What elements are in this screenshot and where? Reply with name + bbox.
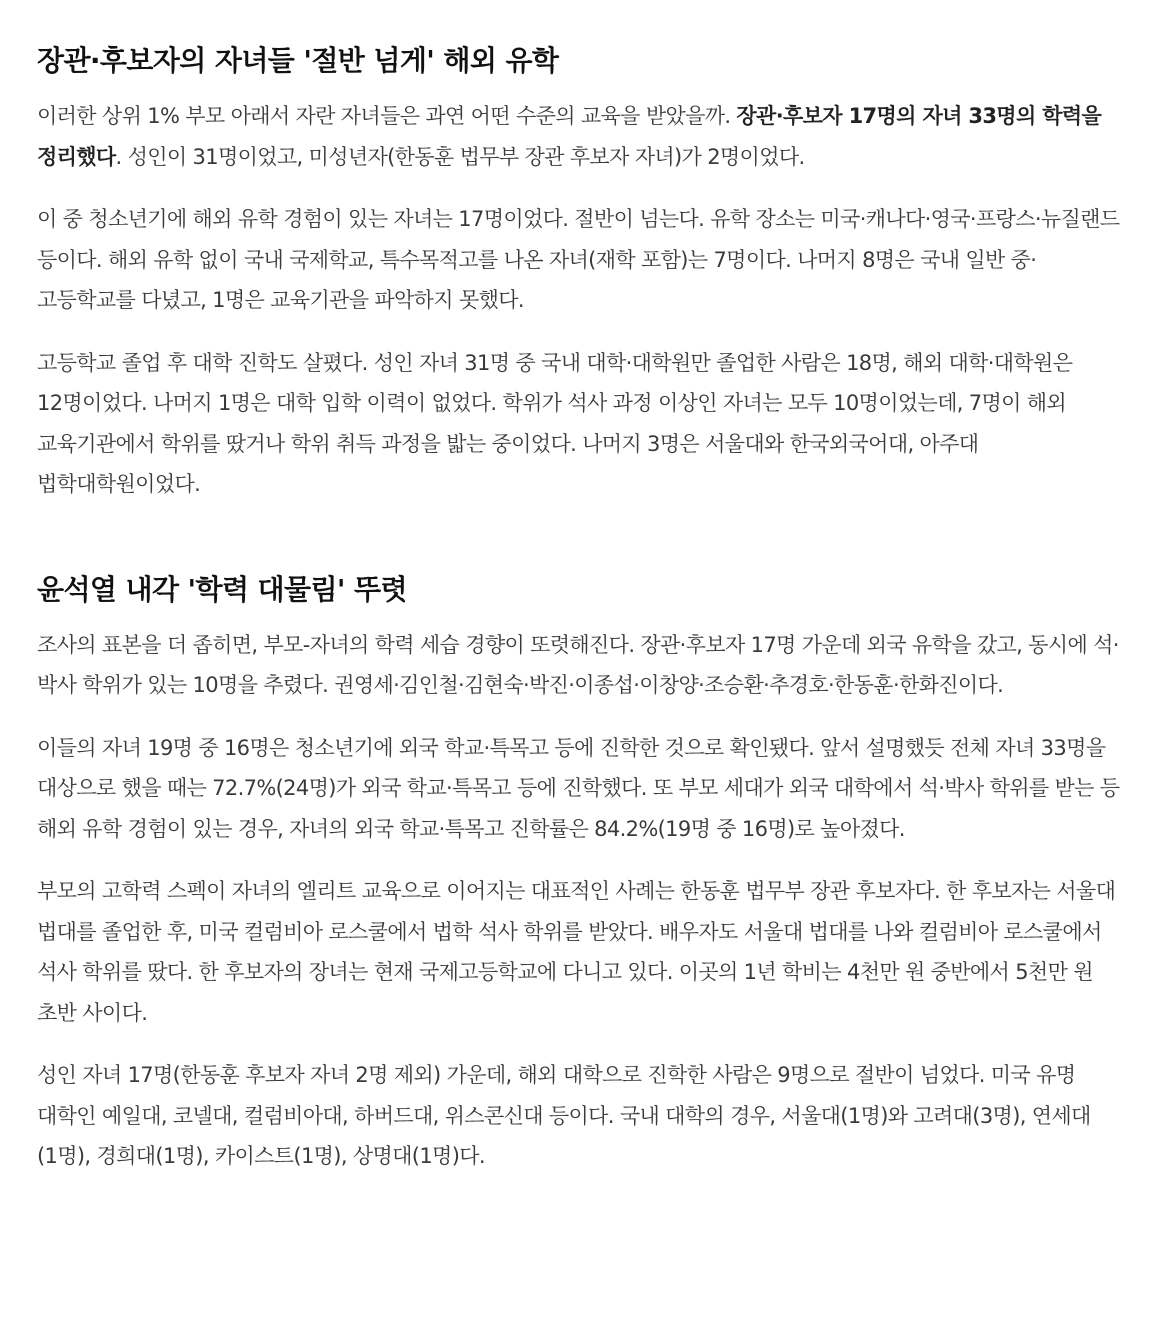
- paragraph-children-stats: 이들의 자녀 19명 중 16명은 청소년기에 외국 학교·특목고 등에 진학한 것으로 확인됐다. 앞서 설명했듯 전체 자녀 33명을 대상으로 했을 때는 72.7%(24명)가 외국 학교·특목고 등에 진학했다. 또 부모 세대가 외국 대학에서 석·박사 학위를 받는 등 해외 유학 경험이 있는 경우, 자녀의 외국 학교·특목고 진학률은 84.2%(19명 중 16명)로 높아졌다.: [37, 735, 1120, 841]
- section-heading-study-abroad: 장관·후보자의 자녀들 '절반 넘게' 해외 유학: [37, 44, 559, 77]
- emphasis-text: 장관·후보자 17명의 자녀 33명의 학력을 정리했다: [37, 104, 1102, 169]
- spacer: [37, 706, 1121, 728]
- spacer: [37, 613, 1121, 625]
- spacer: [37, 321, 1121, 343]
- spacer: [37, 505, 1121, 567]
- paragraph-text: . 성인이 31명이었고, 미성년자(한동훈 법무부 장관 후보자 자녀)가 2명이었다.: [115, 144, 805, 169]
- paragraph-adult-children: 성인 자녀 17명(한동훈 후보자 자녀 2명 제외) 가운데, 해외 대학으로 진학한 사람은 9명으로 절반이 넘었다. 미국 유명 대학인 예일대, 코넬대, 컬럼비아대, 하버드대, 위스콘신대 등이다. 국내 대학의 경우, 서울대(1명)와 고려대(3명), 연세대(1명), 경희대(1명), 카이스트(1명), 상명대(1명)다.: [37, 1063, 1091, 1168]
- paragraph-han-donghoon: 부모의 고학력 스펙이 자녀의 엘리트 교육으로 이어지는 대표적인 사례는 한동훈 법무부 장관 후보자다. 한 후보자는 서울대 법대를 졸업한 후, 미국 컬럼비아 로스쿨에서 법학 석사 학위를 받았다. 배우자도 서울대 법대를 나와 컬럼비아 로스쿨에서 석사 학위를 땄다. 한 후보자의 장녀는 현재 국제고등학교에 다니고 있다. 이곳의 1년 학비는 4천만 원 중반에서 5천만 원 초반 사이다.: [37, 879, 1116, 1025]
- spacer: [37, 1033, 1121, 1055]
- paragraph-overseas-experience: 이 중 청소년기에 해외 유학 경험이 있는 자녀는 17명이었다. 절반이 넘는다. 유학 장소는 미국·캐나다·영국·프랑스·뉴질랜드 등이다. 해외 유학 없이 국내 국제학교, 특수목적고를 나온 자녀(재학 포함)는 7명이다. 나머지 8명은 국내 일반 중·고등학교를 다녔고, 1명은 교육기관을 파악하지 못했다.: [37, 207, 1120, 312]
- spacer: [37, 84, 1121, 96]
- section-heading-inheritance: 윤석열 내각 '학력 대물림' 뚜렷: [37, 572, 407, 606]
- paragraph-university: 고등학교 졸업 후 대학 진학도 살폈다. 성인 자녀 31명 중 국내 대학·대학원만 졸업한 사람은 18명, 해외 대학·대학원은 12명이었다. 나머지 1명은 대학 입학 이력이 없었다. 학위가 석사 과정 이상인 자녀는 모두 10명이었는데, 7명이 해외 교육기관에서 학위를 땄거나 학위 취득 과정을 밟는 중이었다. 나머지 3명은 서울대와 한국외국어대, 아주대 법학대학원이었다.: [37, 350, 1073, 496]
- spacer: [37, 849, 1121, 871]
- paragraph-text: 이러한 상위 1% 부모 아래서 자란 자녀들은 과연 어떤 수준의 교육을 받았을까.: [37, 104, 737, 128]
- paragraph-education-level: [37, 96, 1121, 177]
- paragraph-sample: 조사의 표본을 더 좁히면, 부모-자녀의 학력 세습 경향이 또렷해진다. 장관·후보자 17명 가운데 외국 유학을 갔고, 동시에 석·박사 학위가 있는 10명을 추렸다. 권영세·김인철·김현숙·박진·이종섭·이창양·조승환·추경호·한동훈·한화진이다.: [37, 632, 1119, 697]
- spacer: [37, 177, 1121, 199]
